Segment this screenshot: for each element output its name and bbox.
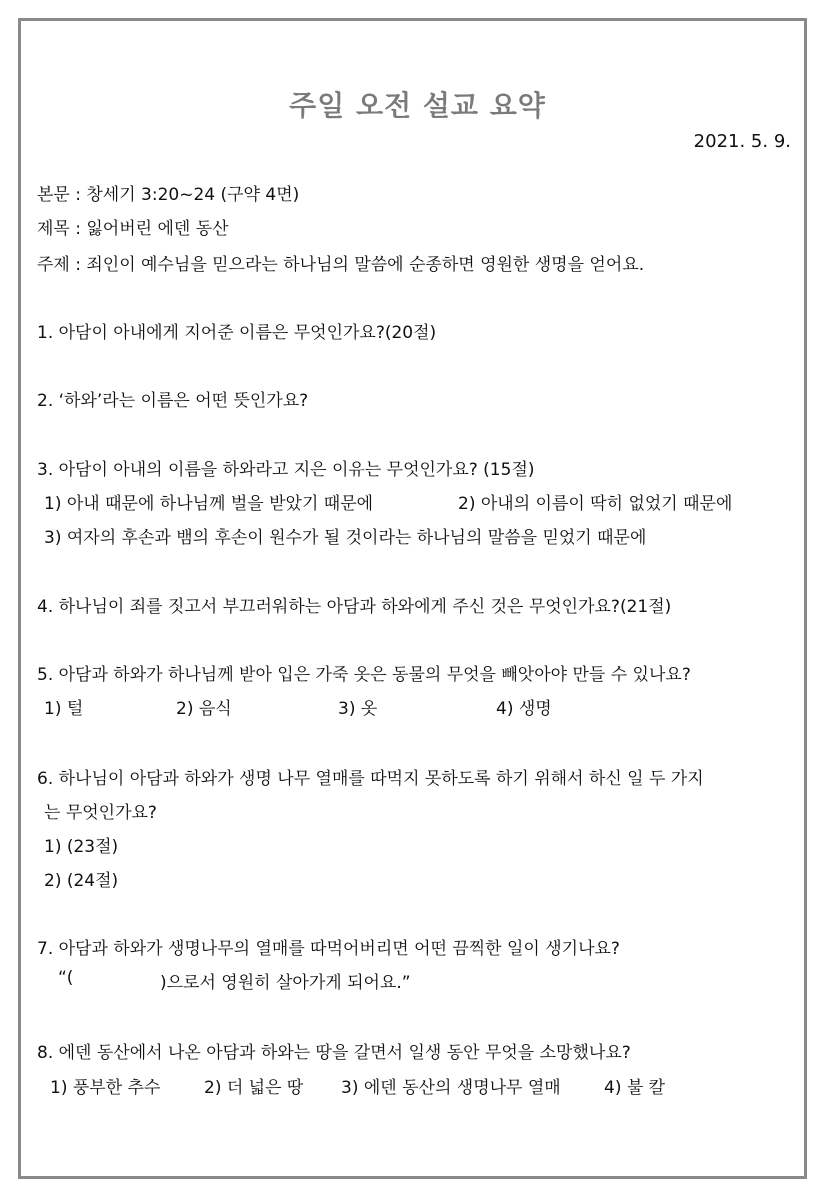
question-6-answer-2: 2) (24절) <box>44 871 119 891</box>
question-3: 3. 아담이 아내의 이름을 하와라고 지은 이유는 무엇인가요? (15절) <box>37 460 535 480</box>
question-7-blank-open: “( <box>58 968 74 988</box>
question-7-blank-close: )으로서 영원히 살아가게 되어요.” <box>160 973 411 993</box>
question-3-option-3: 3) 여자의 후손과 뱀의 후손이 원수가 될 것이라는 하나님의 말씀을 믿었기 때문에 <box>44 528 647 548</box>
scripture-text: 본문 : 창세기 3:20~24 (구약 4면) <box>37 185 300 205</box>
question-1: 1. 아담이 아내에게 지어준 이름은 무엇인가요?(20절) <box>37 323 437 343</box>
question-6-continuation: 는 무엇인가요? <box>44 803 157 823</box>
question-8: 8. 에덴 동산에서 나온 아담과 하와는 땅을 갈면서 일생 동안 무엇을 소망했나요? <box>37 1043 631 1063</box>
question-8-option-3: 3) 에덴 동산의 생명나무 열매 <box>341 1078 561 1098</box>
sermon-subject: 제목 : 잃어버린 에덴 동산 <box>37 219 229 239</box>
question-5-option-4: 4) 생명 <box>496 699 552 719</box>
question-8-option-2: 2) 더 넓은 땅 <box>204 1078 304 1098</box>
page-title: 주일 오전 설교 요약 <box>289 89 546 122</box>
question-6: 6. 하나님이 아담과 하와가 생명 나무 열매를 따먹지 못하도록 하기 위해서 하신 일 두 가지 <box>37 769 704 789</box>
question-5-option-1: 1) 털 <box>44 699 84 719</box>
question-5-option-3: 3) 옷 <box>338 699 378 719</box>
question-6-answer-1: 1) (23절) <box>44 837 119 857</box>
question-8-option-1: 1) 풍부한 추수 <box>50 1078 161 1098</box>
question-5-option-2: 2) 음식 <box>176 699 232 719</box>
question-8-option-4: 4) 불 칼 <box>604 1078 666 1098</box>
sermon-date: 2021. 5. 9. <box>693 131 791 152</box>
question-5: 5. 아담과 하와가 하나님께 받아 입은 가죽 옷은 동물의 무엇을 빼앗아야 만들 수 있나요? <box>37 665 691 685</box>
sermon-theme: 주제 : 죄인이 예수님을 믿으라는 하나님의 말씀에 순종하면 영원한 생명을 얻어요. <box>37 255 645 275</box>
question-3-option-2: 2) 아내의 이름이 딱히 없었기 때문에 <box>458 494 733 514</box>
question-3-option-1: 1) 아내 때문에 하나님께 벌을 받았기 때문에 <box>44 494 374 514</box>
question-7: 7. 아담과 하와가 생명나무의 열매를 따먹어버리면 어떤 끔찍한 일이 생기나요? <box>37 939 620 959</box>
question-2: 2. ‘하와’라는 이름은 어떤 뜻인가요? <box>37 391 309 411</box>
question-4: 4. 하나님이 죄를 짓고서 부끄러워하는 아담과 하와에게 주신 것은 무엇인가요?(21절) <box>37 597 672 617</box>
